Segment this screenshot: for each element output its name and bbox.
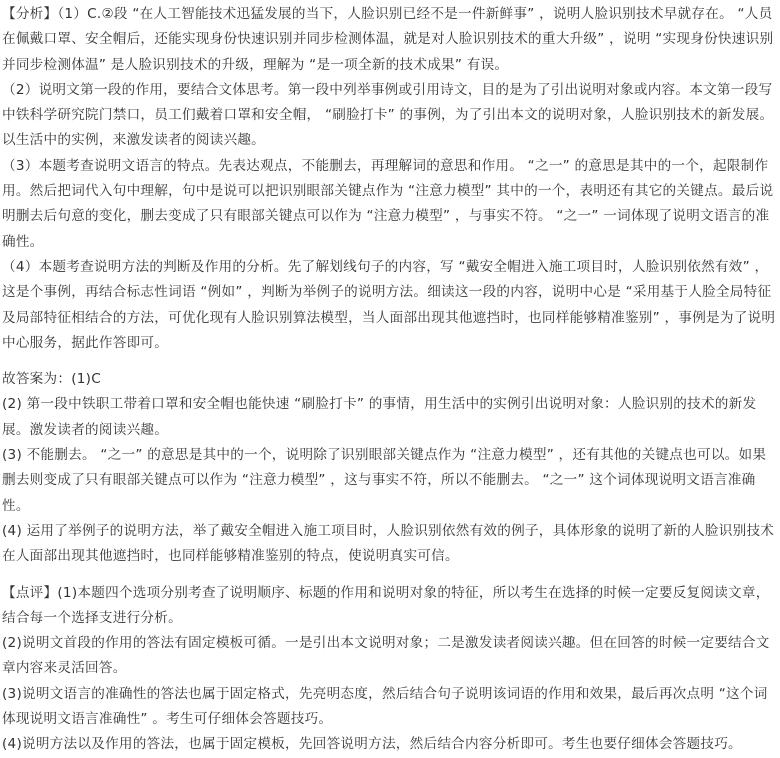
analysis-section <box>2 2 776 356</box>
comment-point-4: (4)说明方法以及作用的答法，也属于固定模板，先回答说明方法，然后结合内容分析即可。考生也要仔细体会答题技巧。 <box>2 736 742 753</box>
comment-point-2: (2)说明文首段的作用的答法有固定模板可循。一是引出本文说明对象；二是激发读者阅读兴趣。但在回答的时候一定要结合文章内容来灵活回答。 <box>2 635 770 677</box>
section-spacer <box>2 570 776 581</box>
analysis-question-1: 【分析】（1）C.②段 “在人工智能技术迅猛发展的当下，人脸识别已经不是一件新鲜事” ，说明人脸识别技术早就存在。 “人员在佩戴口罩、安全帽后，还能实现身份快速识别并同步检测体温，就是对人脸识别技术的重大升级” ，说明 “实现身份快速识别并同步检测体温” 是人脸识别技术的升级，理解为 “是一项全新的技术成果” 有误。 <box>2 6 774 73</box>
analysis-question-4: （4）本题考查说明方法的判断及作用的分析。先了解划线句子的内容，写 “戴安全帽进入施工项目时，人脸识别依然有效” ，这是个事例，再结合标志性词语 “例如” ，判断为举例子的说明方法。细读这一段的内容，说明中心是 “采用基于人脸全局特征及局部特征相结合的方法，可优化现有人脸识别算法模型，当人面部出现其他遮挡时，也同样能够精准鉴别” ，事例是为了说明中心服务，据此作答即可。 <box>2 258 776 351</box>
answer-question-1: 故答案为：(1)C <box>2 371 101 388</box>
analysis-question-3: （3）本题考查说明文语言的特点。先表达观点，不能删去，再理解词的意思和作用。 “之一” 的意思是其中的一个，起限制作用。然后把词代入句中理解，句中是说可以把识别眼部关键点作为 “注意力模型” 其中的一个，表明还有其它的关键点。最后说明删去后句意的变化，删去变成了只有眼部关键点可以作为 “注意力模型” ，与事实不符。 “之一” 一词体现了说明文语言的准确性。 <box>2 157 774 250</box>
answer-question-4: (4) 运用了举例子的说明方法，举了戴安全帽进入施工项目时，人脸识别依然有效的例子，具体形象的说明了新的人脸识别技术在人面部出现其他遮挡时，也同样能够精准鉴别的特点，使说明真实可信。 <box>2 522 775 565</box>
answer-question-3: (3) 不能删去。 “之一” 的意思是其中的一个，说明除了识别眼部关键点作为 “注意力模型” ，还有其他的关键点也可以。如果删去则变成了只有眼部关键点可以作为 “注意力模型” ，这与事实不符，所以不能删去。 “之一” 这个词体现说明文语言准确性。 <box>2 447 767 514</box>
answer-section <box>2 367 776 569</box>
analysis-question-2: （2）说明文第一段的作用，要结合文体思考。第一段中列举事例或引用诗文，目的是为了引出说明对象或内容。本文第一段写中铁科学研究院门禁口，员工们戴着口罩和安全帽， “刷脸打卡” 的事例，为了引出本文的说明对象，人脸识别技术的新发展。以生活中的实例，来激发读者的阅读兴趣。 <box>2 81 774 149</box>
comment-point-3: (3)说明文语言的准确性的答法也属于固定格式，先亮明态度，然后结合句子说明该词语的作用和效果，最后再次点明 “这个词体现说明文语言准确性” 。考生可仔细体会答题技巧。 <box>2 685 768 728</box>
section-spacer <box>2 356 776 367</box>
comment-section <box>2 581 776 758</box>
answer-question-2: (2) 第一段中铁职工带着口罩和安全帽也能快速 “刷脸打卡” 的事情，用生活中的实例引出说明对象：人脸识别的技术的新发展。激发读者的阅读兴趣。 <box>2 396 757 438</box>
comment-point-1: 【点评】(1)本题四个选项分别考查了说明顺序、标题的作用和说明对象的特征，所以考生在选择的时候一定要反复阅读文章，结合每一个选择支进行分析。 <box>2 584 770 626</box>
